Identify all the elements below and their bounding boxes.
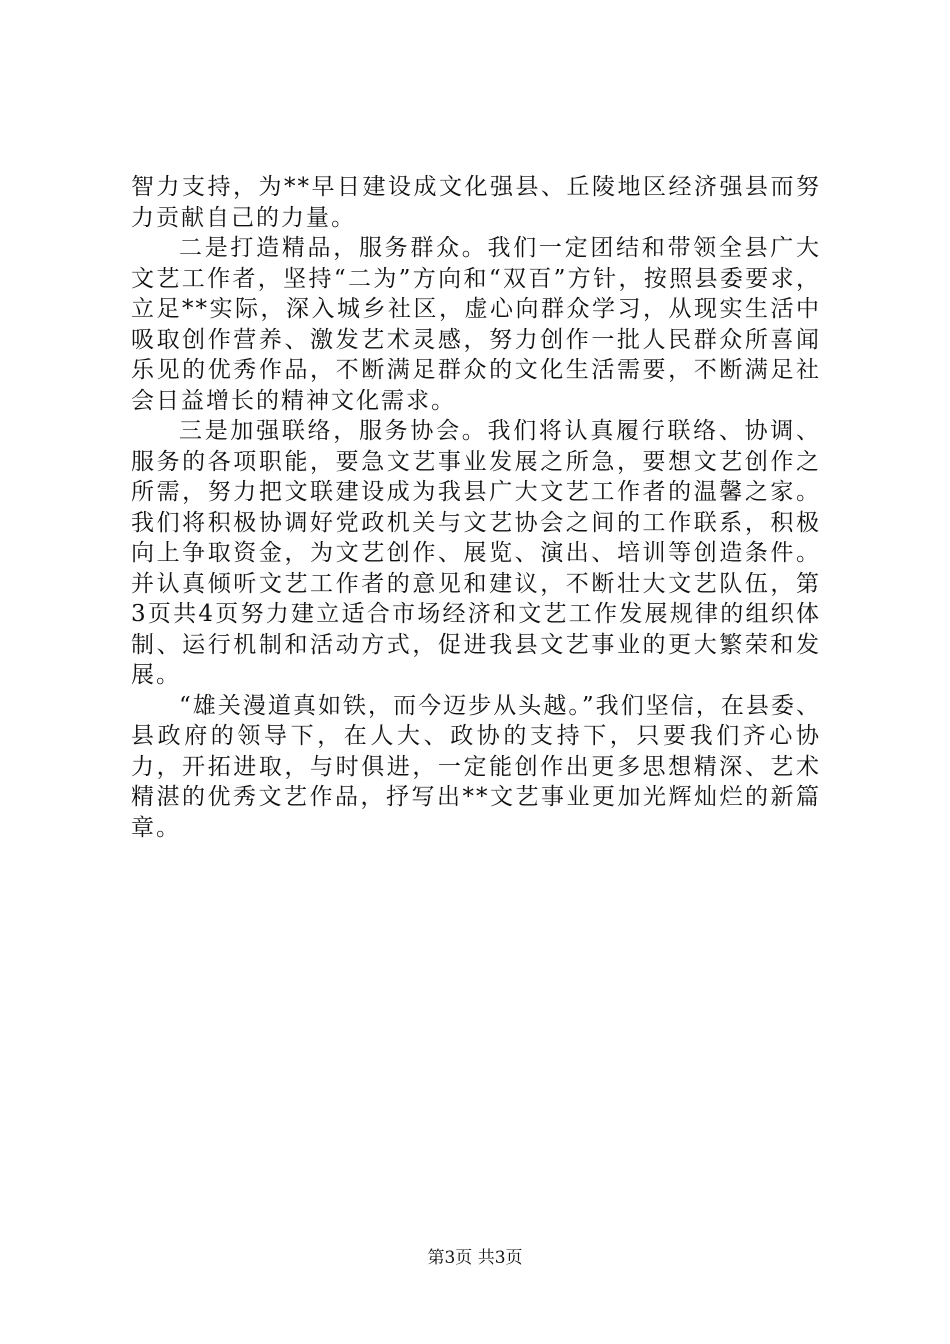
page-footer: 第3页 共3页: [427, 1248, 523, 1268]
paragraph-conclusion: “雄关漫道真如铁，而今迈步从头越。”我们坚信，在县委、县政府的领导下，在人大、政协的支持下，只要我们齐心协力，开拓进取，与时俱进，一定能创作出更多思想精深、艺术精湛的优秀文艺作品，抒写出**文艺事业更加光辉灿烂的新篇章。: [131, 692, 821, 841]
paragraph-point-three: 三是加强联络，服务协会。我们将认真履行联络、协调、服务的各项职能，要急文艺事业发展之所急，要想文艺创作之所需，努力把文联建设成为我县广大文艺工作者的温馨之家。我们将积极协调好党政机关与文艺协会之间的工作联系，积极向上争取资金，为文艺创作、展览、演出、培训等创造条件。并认真倾听文艺工作者的意见和建议，不断壮大文艺队伍，第3页共4页努力建立适合市场经济和文艺工作发展规律的组织体制、运行机制和活动方式，促进我县文艺事业的更大繁荣和发展。: [131, 418, 821, 688]
document-body: [131, 172, 821, 843]
paragraph-continuation: 智力支持，为**早日建设成文化强县、丘陵地区经济强县而努力贡献自己的力量。: [131, 174, 821, 231]
paragraph-point-two: 二是打造精品，服务群众。我们一定团结和带领全县广大文艺工作者，坚持“二为”方向和“双百”方针，按照县委要求，立足**实际，深入城乡社区，虚心向群众学习，从现实生活中吸取创作营养、激发艺术灵感，努力创作一批人民群众所喜闻乐见的优秀作品，不断满足群众的文化生活需要，不断满足社会日益增长的精神文化需求。: [131, 235, 821, 414]
